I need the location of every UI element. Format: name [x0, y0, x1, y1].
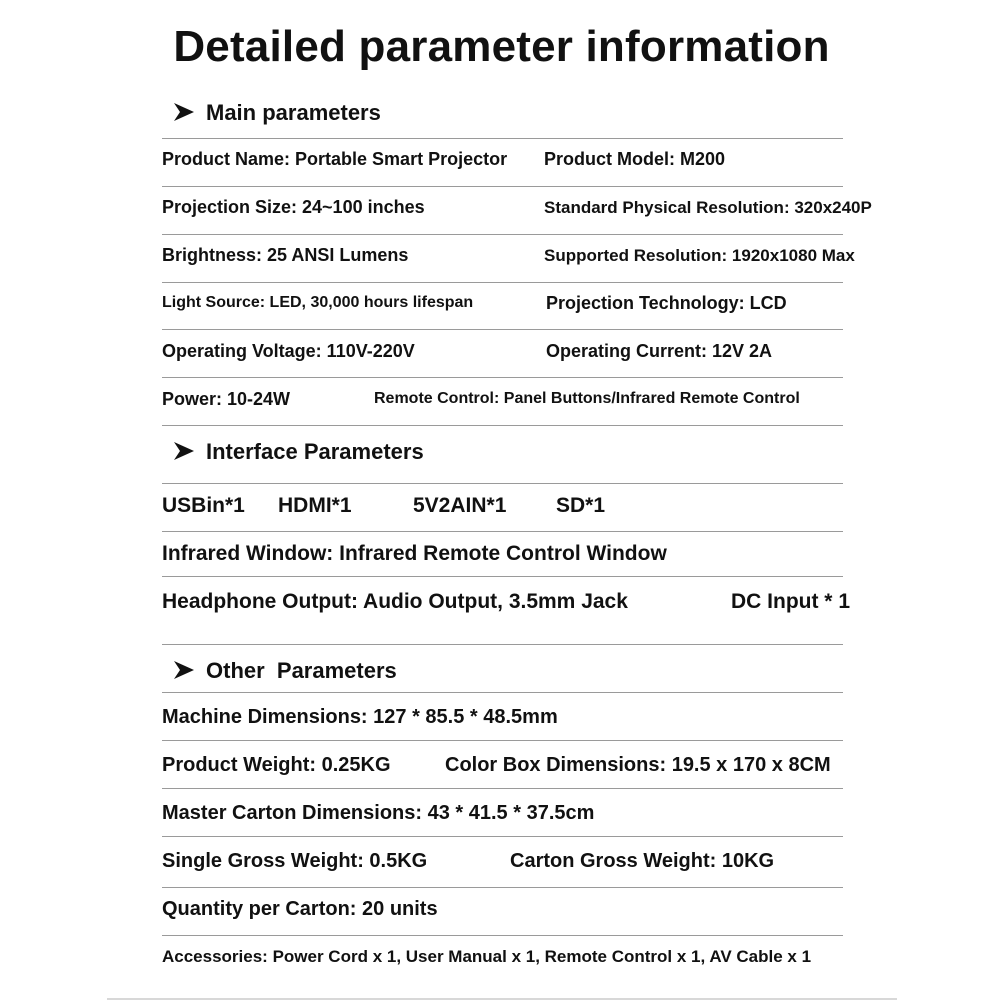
light-source: Light Source: LED, 30,000 hours lifespan	[162, 294, 474, 311]
carton-gross-weight: Carton Gross Weight: 10KG	[510, 850, 775, 872]
power: Power: 10-24W	[162, 389, 291, 409]
arrow-right-icon	[172, 660, 196, 686]
divider	[162, 425, 843, 426]
brightness: Brightness: 25 ANSI Lumens	[162, 245, 409, 265]
master-carton-dimensions: Master Carton Dimensions: 43 * 41.5 * 37.5cm	[162, 802, 595, 824]
physical-resolution: Standard Physical Resolution: 320x240P	[544, 198, 872, 217]
section-heading-other	[172, 658, 397, 686]
divider	[162, 282, 843, 283]
divider	[162, 329, 843, 330]
headphone-output: Headphone Output: Audio Output, 3.5mm Jack	[162, 590, 628, 613]
divider	[162, 692, 843, 693]
projection-technology: Projection Technology: LCD	[546, 293, 787, 313]
remote-control: Remote Control: Panel Buttons/Infrared Remote Control	[374, 390, 800, 407]
divider	[162, 234, 843, 235]
section-heading-interface	[172, 439, 424, 467]
section-title-interface: Interface Parameters	[206, 439, 424, 464]
divider	[162, 887, 843, 888]
divider	[162, 788, 843, 789]
divider	[162, 138, 843, 139]
arrow-right-icon	[172, 102, 196, 128]
port-sd: SD*1	[556, 494, 606, 517]
infrared-window: Infrared Window: Infrared Remote Control Window	[162, 542, 667, 565]
arrow-right-icon	[172, 441, 196, 467]
divider	[162, 186, 843, 187]
port-hdmi: HDMI*1	[278, 494, 352, 517]
projection-size: Projection Size: 24~100 inches	[162, 197, 425, 217]
port-power-in: 5V2AIN*1	[413, 494, 507, 517]
section-heading-main	[172, 100, 381, 128]
single-gross-weight: Single Gross Weight: 0.5KG	[162, 850, 428, 872]
section-title-main: Main parameters	[206, 100, 381, 125]
product-weight: Product Weight: 0.25KG	[162, 754, 391, 776]
color-box-dimensions: Color Box Dimensions: 19.5 x 170 x 8CM	[445, 754, 831, 776]
divider	[162, 483, 843, 484]
divider	[162, 576, 843, 577]
quantity-per-carton: Quantity per Carton: 20 units	[162, 898, 438, 920]
accessories: Accessories: Power Cord x 1, User Manual x 1, Remote Control x 1, AV Cable x 1	[162, 947, 812, 966]
supported-resolution: Supported Resolution: 1920x1080 Max	[544, 246, 855, 265]
divider	[162, 531, 843, 532]
divider	[162, 377, 843, 378]
divider	[162, 836, 843, 837]
page-title: Detailed parameter information	[173, 22, 830, 71]
footer-divider	[107, 998, 897, 1000]
machine-dimensions: Machine Dimensions: 127 * 85.5 * 48.5mm	[162, 706, 558, 728]
divider	[162, 935, 843, 936]
section-title-other: Other Parameters	[206, 658, 397, 683]
dc-input: DC Input * 1	[731, 590, 850, 613]
divider	[162, 644, 843, 645]
divider	[162, 740, 843, 741]
operating-current: Operating Current: 12V 2A	[546, 341, 773, 361]
product-name: Product Name: Portable Smart Projector	[162, 149, 508, 169]
operating-voltage: Operating Voltage: 110V-220V	[162, 341, 415, 361]
product-model: Product Model: M200	[544, 149, 726, 169]
port-usb: USBin*1	[162, 494, 245, 517]
